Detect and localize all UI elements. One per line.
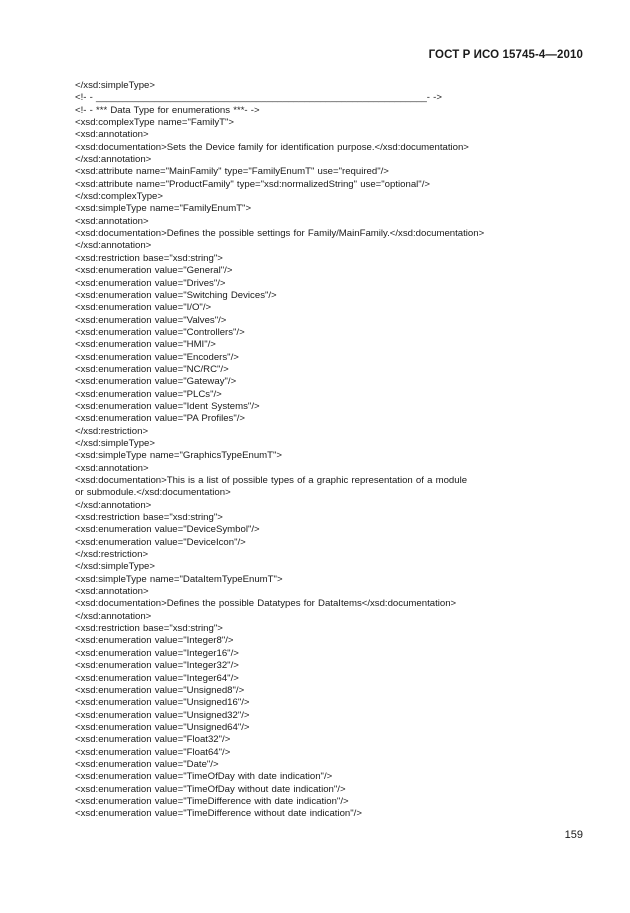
code-line: </xsd:annotation> <box>75 240 152 252</box>
code-line: <xsd:enumeration value="Unsigned16"/> <box>75 697 250 709</box>
page-number: 159 <box>564 829 583 841</box>
xml-schema-listing <box>75 80 585 821</box>
code-line: <!- - *** Data Type for enumerations ***- -> <box>75 104 260 116</box>
code-line: <xsd:documentation>This is a list of possible types of a graphic representation of a module <box>75 475 468 486</box>
code-line: <xsd:enumeration value="General"/> <box>75 265 233 277</box>
code-line: <xsd:enumeration value="Encoders"/> <box>75 351 239 363</box>
code-line: </xsd:restriction> <box>75 549 149 561</box>
code-line: <xsd:enumeration value="Unsigned8"/> <box>75 684 245 696</box>
code-line: <xsd:enumeration value="Integer32"/> <box>75 660 239 672</box>
code-line: <xsd:attribute name="MainFamily" type="FamilyEnumT" use="required"/> <box>75 166 389 178</box>
code-line: <xsd:enumeration value="DeviceIcon"/> <box>75 536 246 548</box>
code-line: <xsd:annotation> <box>75 215 149 227</box>
code-line: <xsd:restriction base="xsd:string"> <box>75 252 223 264</box>
code-line: </xsd:simpleType> <box>75 561 155 573</box>
code-line: <xsd:enumeration value="PA Profiles"/> <box>75 413 246 425</box>
code-line: or submodule.</xsd:documentation> <box>75 487 231 499</box>
code-line: <xsd:attribute name="ProductFamily" type="xsd:normalizedString" use="optional"/> <box>75 178 430 190</box>
code-line: <xsd:enumeration value="Drives"/> <box>75 277 226 289</box>
code-line: <xsd:enumeration value="TimeOfDay without date indication"/> <box>75 783 346 795</box>
code-line: <xsd:enumeration value="Date"/> <box>75 758 219 770</box>
code-line: <xsd:enumeration value="Integer16"/> <box>75 647 239 659</box>
code-line: </xsd:complexType> <box>75 191 163 203</box>
code-line: <xsd:documentation>Sets the Device family for identification purpose.</xsd:documentation> <box>75 141 469 153</box>
code-line: <xsd:enumeration value="Integer64"/> <box>75 672 239 684</box>
code-line: <xsd:simpleType name="GraphicsTypeEnumT"> <box>75 450 283 462</box>
code-line: <xsd:annotation> <box>75 586 149 598</box>
code-line: </xsd:annotation> <box>75 499 152 511</box>
code-line: <xsd:complexType name="FamilyT"> <box>75 117 235 129</box>
code-line: <xsd:enumeration value="TimeDifference with date indication"/> <box>75 795 349 807</box>
code-line: <!- - ______________________________________________________________- -> <box>75 92 442 104</box>
code-line: </xsd:simpleType> <box>75 437 155 449</box>
code-line: </xsd:restriction> <box>75 425 149 437</box>
code-line: <xsd:restriction base="xsd:string"> <box>75 623 223 635</box>
code-line: <xsd:enumeration value="Ident Systems"/> <box>75 400 260 412</box>
code-line: <xsd:enumeration value="Controllers"/> <box>75 326 245 338</box>
code-line: <xsd:enumeration value="I/O"/> <box>75 302 212 314</box>
code-line: <xsd:enumeration value="TimeOfDay with date indication"/> <box>75 771 333 783</box>
code-line: <xsd:enumeration value="TimeDifference without date indication"/> <box>75 808 362 820</box>
code-line: <xsd:enumeration value="Float32"/> <box>75 734 231 746</box>
code-line: <xsd:enumeration value="Integer8"/> <box>75 635 234 647</box>
code-line: </xsd:annotation> <box>75 154 152 166</box>
code-line: <xsd:enumeration value="DeviceSymbol"/> <box>75 524 260 536</box>
code-line: <xsd:enumeration value="Unsigned32"/> <box>75 709 250 721</box>
code-line: <xsd:enumeration value="HMI"/> <box>75 339 216 351</box>
code-line: <xsd:enumeration value="NC/RC"/> <box>75 363 229 375</box>
code-line: <xsd:enumeration value="Unsigned64"/> <box>75 721 250 733</box>
code-line: <xsd:documentation>Defines the possible Datatypes for DataItems</xsd:documentation> <box>75 598 457 610</box>
code-line: <xsd:annotation> <box>75 462 149 474</box>
code-line: <xsd:simpleType name="DataItemTypeEnumT"> <box>75 573 283 585</box>
document-header: ГОСТ Р ИСО 15745-4—2010 <box>428 49 583 61</box>
code-line: <xsd:enumeration value="Switching Devices"/> <box>75 289 277 301</box>
code-line: <xsd:annotation> <box>75 129 149 141</box>
code-line: </xsd:annotation> <box>75 610 152 622</box>
code-line: <xsd:restriction base="xsd:string"> <box>75 512 223 524</box>
code-line: <xsd:enumeration value="Float64"/> <box>75 746 231 758</box>
code-line: <xsd:documentation>Defines the possible settings for Family/MainFamily.</xsd:documentation> <box>75 228 485 240</box>
code-line: <xsd:enumeration value="PLCs"/> <box>75 388 222 400</box>
code-line: <xsd:enumeration value="Gateway"/> <box>75 376 237 388</box>
code-line: <xsd:enumeration value="Valves"/> <box>75 314 227 326</box>
code-line: <xsd:simpleType name="FamilyEnumT"> <box>75 203 252 215</box>
code-line: </xsd:simpleType> <box>75 80 155 91</box>
